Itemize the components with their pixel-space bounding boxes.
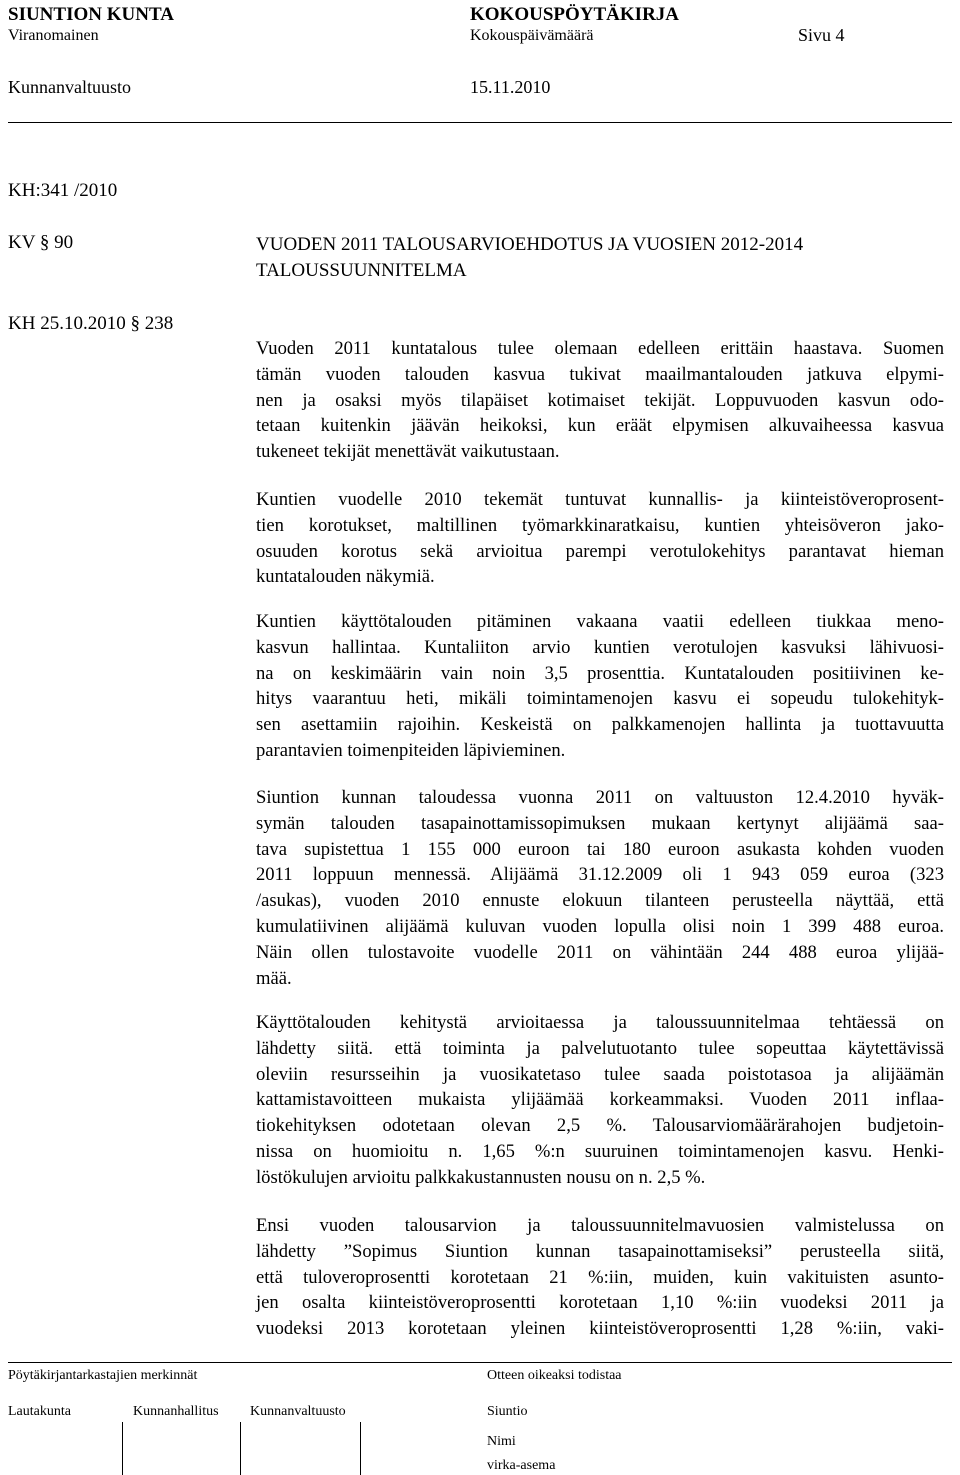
org-name: SIUNTION KUNTA <box>8 4 174 25</box>
footer-col-kunnanhallitus: Kunnanhallitus <box>133 1404 219 1419</box>
text-line: tien korotukset, maltillinen työmarkkinaratkaisu, kuntien yhteisöveron jako- <box>256 514 944 536</box>
document-type: KOKOUSPÖYTÄKIRJA <box>470 4 680 25</box>
kh-number: KH:341 /2010 <box>8 180 118 201</box>
meeting-date-label: Kokouspäivämäärä <box>470 27 594 44</box>
text-line: kumulatiivinen alijäämä kuluvan vuoden lopulla olisi noin 1 399 488 euroa. <box>256 915 944 937</box>
text-line: tetaan kuitenkin jäävän heikoksi, kun eräät elpymisen alkuvaiheessa kasvua <box>256 415 944 437</box>
item-title <box>256 232 803 284</box>
text-line: mää. <box>256 967 292 989</box>
kh-date-reference: KH 25.10.2010 § 238 <box>8 313 174 334</box>
authority-label: Viranomainen <box>8 27 99 44</box>
text-line: tiokehityksen odotetaan olevan 2,5 %. Talousarviomäärärahojen budjetoin- <box>256 1115 944 1137</box>
certified-label: Otteen oikeaksi todistaa <box>487 1368 622 1383</box>
text-line: Siuntion kunnan taloudessa vuonna 2011 on valtuuston 12.4.2010 hyväk- <box>256 787 944 808</box>
footer-col-lautakunta: Lautakunta <box>8 1404 71 1419</box>
paragraph-3 <box>256 609 944 764</box>
page-number: Sivu 4 <box>798 25 845 45</box>
paragraph-2 <box>256 487 944 590</box>
text-line: tukeneet tekijät menettävät vaikutustaan. <box>256 441 560 463</box>
text-line: Ensi vuoden talousarvion ja taloussuunnitelmavuosien valmistelussa on <box>256 1215 944 1236</box>
text-line: Vuoden 2011 kuntatalous tulee olemaan edelleen erittäin haastava. Suomen <box>256 338 944 359</box>
meeting-date: 15.11.2010 <box>470 77 551 97</box>
text-line: että tuloveroprosentti korotetaan 21 %:iin, muiden, kuin vakituisten asunto- <box>256 1266 944 1288</box>
footer-name-label: Nimi <box>487 1434 516 1449</box>
text-line: Näin ollen tulostavoite vuodelle 2011 on vähintään 244 488 euroa ylijää- <box>256 941 944 963</box>
paragraph-4 <box>256 785 944 991</box>
text-line: 2011 loppuun mennessä. Alijäämä 31.12.2009 oli 1 943 059 euroa (323 <box>256 864 944 886</box>
footer-col-kunnanvaltuusto: Kunnanvaltuusto <box>250 1404 346 1419</box>
footer-divider <box>360 1422 361 1475</box>
footer-title-label: virka-asema <box>487 1458 556 1473</box>
item-title-line: VUODEN 2011 TALOUSARVIOEHDOTUS JA VUOSIEN 2012-2014 <box>256 234 804 255</box>
text-line: oleviin resursseihin ja vuosikatetaso tulee saada poistotasoa ja alijäämän <box>256 1063 944 1085</box>
text-line: nen ja osaksi myös tilapäiset kotimaiset tekijät. Loppuvuoden kasvun odo- <box>256 389 944 411</box>
item-title-line: TALOUSSUUNNITELMA <box>256 260 467 281</box>
footer-divider <box>122 1422 123 1475</box>
text-line: tämän vuoden talouden kasvua tukivat maailmantalouden jatkuva elpymi- <box>256 363 944 385</box>
reviewers-label: Pöytäkirjantarkastajien merkinnät <box>8 1368 198 1383</box>
text-line: nissa on huomioitu n. 1,65 %:n suuruinen toimintamenojen kasvu. Henki- <box>256 1140 944 1162</box>
text-line: löstökulujen arvioitu palkkakustannusten nousu on n. 2,5 %. <box>256 1166 706 1188</box>
footer-rule <box>8 1362 952 1363</box>
text-line: kattamistavoitteen mukaista ylijäämää korkeammaksi. Vuoden 2011 inflaa- <box>256 1089 944 1111</box>
text-line: lähdetty ”Sopimus Siuntion kunnan tasapainottamiseksi” perusteella siitä, <box>256 1240 944 1262</box>
text-line: na on keskimäärin vain noin 3,5 prosenttia. Kuntatalouden positiivinen ke- <box>256 662 944 684</box>
footer-divider <box>240 1422 241 1475</box>
footer-place: Siuntio <box>487 1404 528 1419</box>
paragraph-5 <box>256 1010 944 1191</box>
text-line: osuuden korotus sekä arvioitua parempi verotulokehitys parantavat hieman <box>256 540 944 562</box>
paragraph-1 <box>256 336 944 465</box>
text-line: sen asettamiin rajoihin. Keskeistä on palkkamenojen hallinta ja tuottavuutta <box>256 714 944 736</box>
text-line: Kuntien käyttötalouden pitäminen vakaana vaatii edelleen tiukkaa meno- <box>256 611 944 632</box>
text-line: Käyttötalouden kehitystä arvioitaessa ja taloussuunnitelmaa tehtäessä on <box>256 1012 944 1033</box>
authority: Kunnanvaltuusto <box>8 77 131 97</box>
text-line: symän talouden tasapainottamissopimuksen mukaan kertynyt alijäämä saa- <box>256 812 944 834</box>
text-line: parantavien toimenpiteiden läpivieminen. <box>256 739 566 761</box>
text-line: tava supistettua 1 155 000 euroon tai 180 euroon asukasta kohden vuoden <box>256 838 944 860</box>
text-line: hitys vaarantuu heti, mikäli toimintamenojen kasvu ei sopeudu tulokehityk- <box>256 688 944 710</box>
text-line: Kuntien vuodelle 2010 tekemät tuntuvat kunnallis- ja kiinteistöveroprosent- <box>256 489 944 510</box>
header-rule <box>8 122 952 123</box>
text-line: kuntatalouden näkymiä. <box>256 566 435 588</box>
text-line: vuodeksi 2013 korotetaan yleinen kiinteistöveroprosentti 1,28 %:iin, vaki- <box>256 1318 944 1340</box>
text-line: /asukas), vuoden 2010 ennuste elokuun tilanteen perusteella näyttää, että <box>256 890 944 912</box>
text-line: jen osalta kiinteistöveroprosentti korotetaan 1,10 %:iin vuodeksi 2011 ja <box>256 1292 944 1314</box>
text-line: lähdetty siitä. että toiminta ja palvelutuotanto tulee sopeuttaa käytettävissä <box>256 1037 944 1059</box>
text-line: kasvun hallintaa. Kuntaliiton arvio kuntien verotulojen kasvuksi lähivuosi- <box>256 636 944 658</box>
kv-reference: KV § 90 <box>8 232 74 253</box>
paragraph-6 <box>256 1213 944 1342</box>
